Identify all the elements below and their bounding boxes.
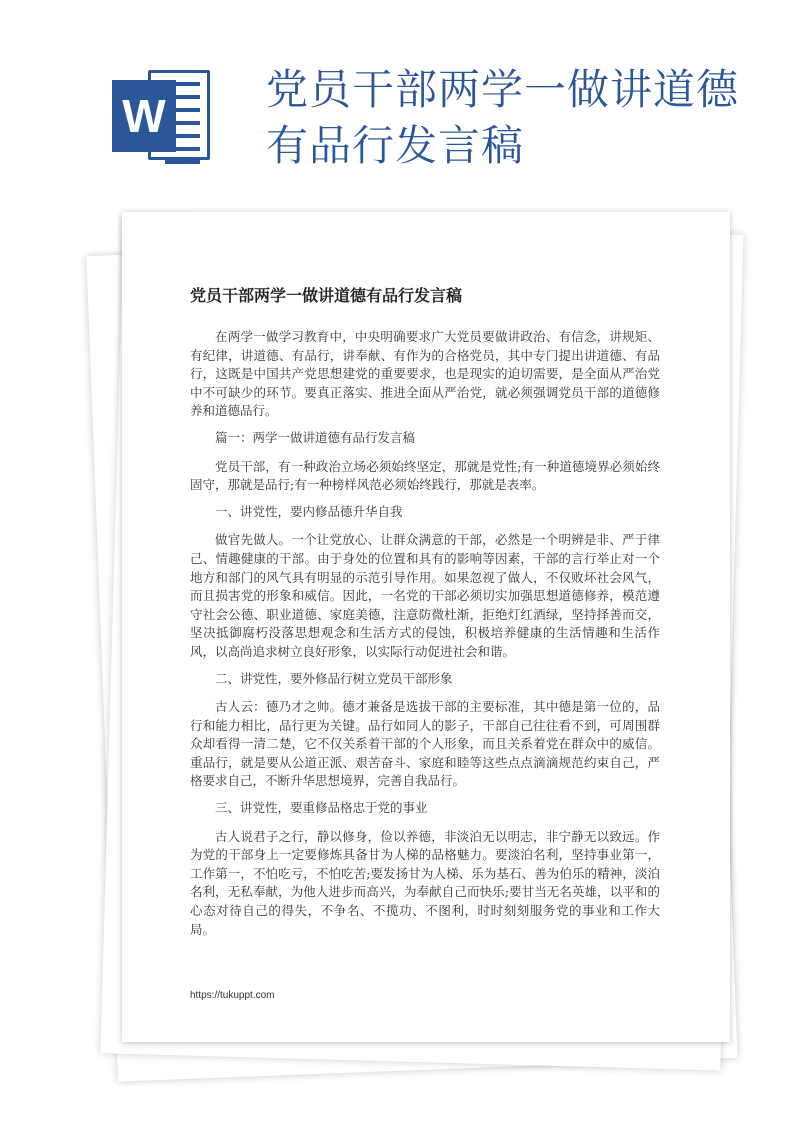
section-heading: 三、讲党性，要重修品格忠于党的事业 — [215, 800, 428, 816]
page-title: 党员干部两学一做讲道德有品行发言稿 — [266, 65, 740, 170]
document-title: 党员干部两学一做讲道德有品行发言稿 — [190, 286, 463, 305]
paragraph: 古人云：德乃才之帅。德才兼备是选拔干部的主要标准，其中德是第一位的，品行和能力相比，品行更为关键。品行如同人的影子，干部自己往往看不到，可周围群众却看得一清二楚，它不仅关系着干部的个人形象，而且关系着党在群众中的威信。重品行，就是要从公道正派、艰苦奋斗、家庭和睦等这些点点滴滴规范约束自己，严格要求自己，不断升华思想境界，完善自我品行。 — [190, 699, 660, 789]
document-page — [122, 212, 730, 1042]
header — [0, 0, 800, 210]
section-heading: 一、讲党性，要内修品德升华自我 — [215, 503, 403, 519]
paragraph: 在两学一做学习教育中，中央明确要求广大党员要做讲政治、有信念，讲规矩、有纪律，讲道德、有品行，讲奉献、有作为的合格党员，其中专门提出讲道德、有品行，这既是中国共产党思想建党的重要要求，也是现实的迫切需要，是全面从严治党中不可缺少的环节。要真正落实、推进全面从严治党，就必须强调党员干部的道德修养和道德品行。 — [190, 329, 660, 419]
word-document-icon — [112, 70, 210, 160]
paragraph: 做官先做人。一个让党放心、让群众满意的干部，必然是一个明辨是非、严于律己、情趣健康的干部。由于身处的位置和具有的影响等因素，干部的言行举止对一个地方和部门的风气具有明显的示范引导作用。如果忽视了做人，不仅败坏社会风气，而且损害党的形象和威信。因此，一名党的干部必须切实加强思想道德修养，模范遵守社会公德、职业道德、家庭美德，注意防微杜渐，拒绝灯红酒绿，坚持择善而交，坚决抵御腐朽没落思想观念和生活方式的侵蚀，积极培养健康的生活情趣和生活作风，以高尚追求树立良好形象，以实际行动促进社会和谐。 — [190, 532, 660, 659]
document-body — [190, 328, 660, 947]
paragraph: 古人说君子之行，静以修身，俭以养德，非淡泊无以明志，非宁静无以致远。作为党的干部身上一定要修炼具备甘为人梯的品格魅力。要淡泊名利，坚持事业第一，工作第一，不怕吃亏，不怕吃苦;要发扬甘为人梯、乐为基石、善为伯乐的精神，淡泊名利，无私奉献，为他人进步而高兴，为奉献自己而快乐;要甘当无名英雄，以平和的心态对待自己的得失，不争名、不揽功、不图利，时时刻刻服务党的事业和工作大局。 — [190, 828, 660, 937]
section-heading: 篇一：两学一做讲道德有品行发言稿 — [215, 429, 416, 445]
section-heading: 二、讲党性，要外修品行树立党员干部形象 — [215, 670, 453, 686]
word-w-letter: W — [112, 80, 176, 152]
paragraph: 党员干部，有一种政治立场必须始终坚定，那就是党性;有一种道德境界必须始终固守，那就是品行;有一种榜样风范必须始终践行，那就是表率。 — [190, 458, 660, 493]
footer-url[interactable]: https://tukuppt.com — [190, 990, 275, 1001]
